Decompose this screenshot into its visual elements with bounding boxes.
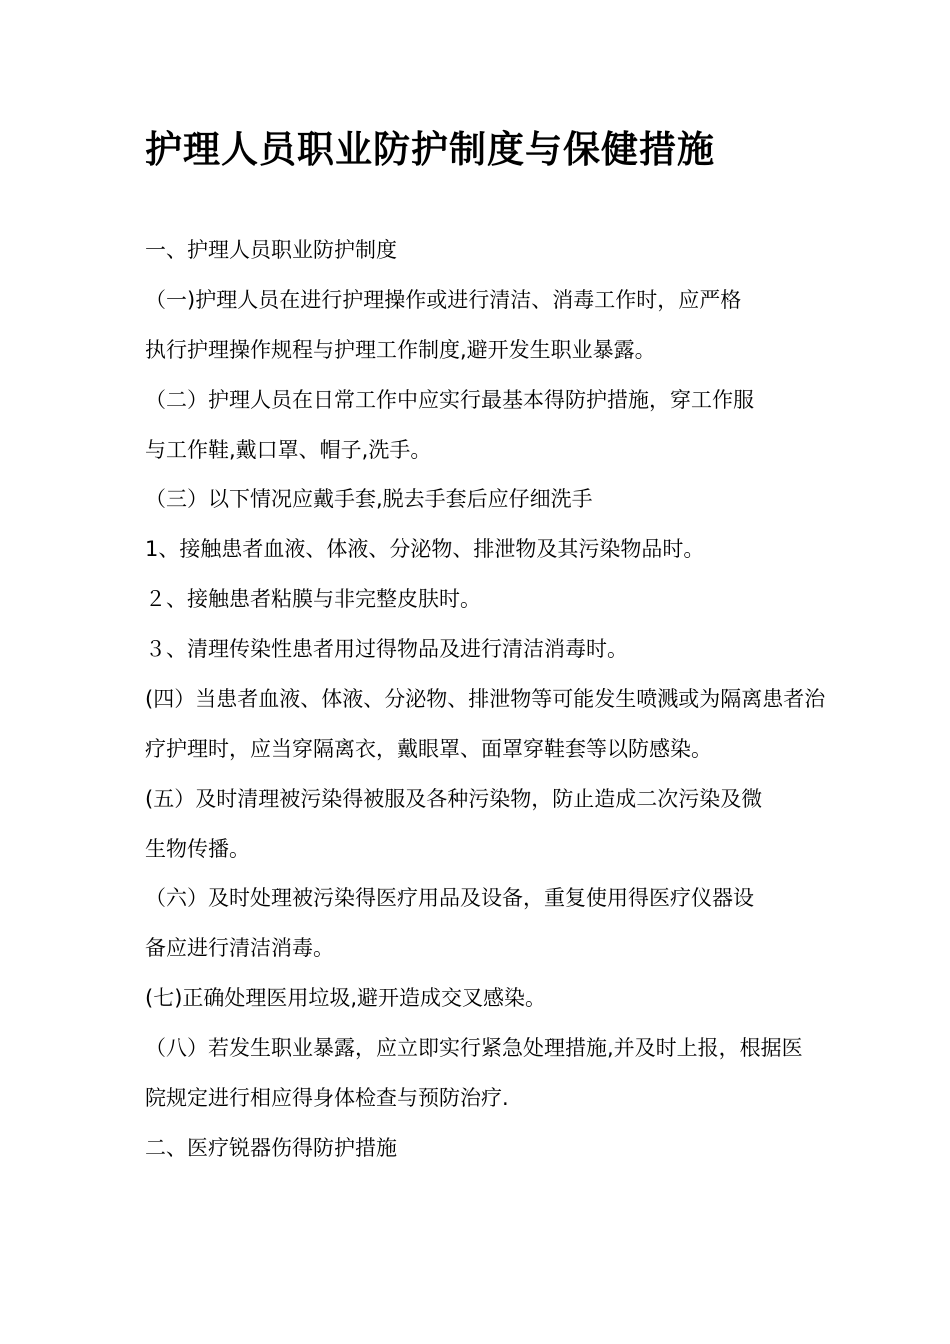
paragraph-line: （三）以下情况应戴手套,脱去手套后应仔细洗手 — [145, 487, 593, 511]
paragraph-line: （二）护理人员在日常工作中应实行最基本得防护措施，穿工作服 — [145, 388, 754, 412]
list-item: ３、清理传染性患者用过得物品及进行清洁消毒时。 — [145, 637, 628, 661]
section-heading: 二、医疗锐器伤得防护措施 — [145, 1136, 397, 1160]
paragraph-line: 生物传播。 — [145, 837, 250, 861]
paragraph-line: (五）及时清理被污染得被服及各种污染物，防止造成二次污染及微 — [145, 787, 763, 811]
paragraph-line: （一)护理人员在进行护理操作或进行清洁、消毒工作时，应严格 — [145, 288, 742, 312]
paragraph-line: (七)正确处理医用垃圾,避开造成交叉感染。 — [145, 986, 547, 1010]
paragraph-line: (四）当患者血液、体液、分泌物、排泄物等可能发生喷溅或为隔离患者治 — [145, 687, 826, 711]
list-item: ２、接触患者粘膜与非完整皮肤时。 — [145, 587, 481, 611]
document-title: 护理人员职业防护制度与保健措施 — [145, 128, 715, 171]
paragraph-line: （八）若发生职业暴露，应立即实行紧急处理措施,并及时上报，根据医 — [145, 1036, 803, 1060]
section-heading: 一、护理人员职业防护制度 — [145, 238, 397, 262]
paragraph-line: （六）及时处理被污染得医疗用品及设备，重复使用得医疗仪器设 — [145, 886, 754, 910]
paragraph-line: 执行护理操作规程与护理工作制度,避开发生职业暴露。 — [145, 338, 656, 362]
list-item: 1、接触患者血液、体液、分泌物、排泄物及其污染物品时。 — [145, 537, 705, 561]
paragraph-line: 备应进行清洁消毒。 — [145, 936, 334, 960]
paragraph-line: 疗护理时，应当穿隔离衣，戴眼罩、面罩穿鞋套等以防感染。 — [145, 737, 712, 761]
paragraph-line: 与工作鞋,戴口罩、帽子,洗手。 — [145, 438, 432, 462]
paragraph-line: 院规定进行相应得身体检查与预防治疗. — [145, 1086, 509, 1110]
